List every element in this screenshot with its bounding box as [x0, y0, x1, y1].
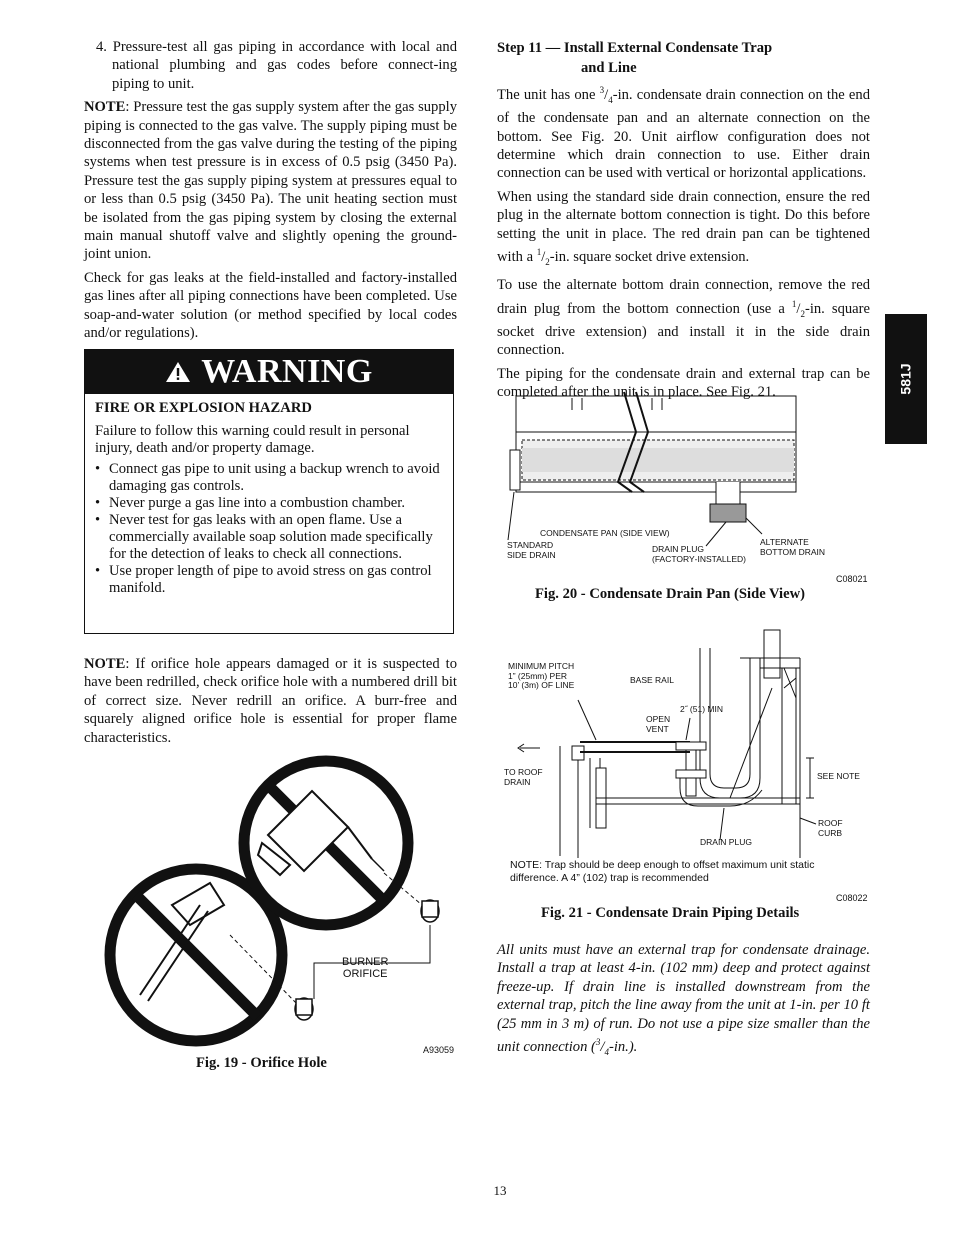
text: ‐in.).: [608, 1038, 638, 1055]
left-column: [84, 38, 457, 348]
note-pressure-test: [84, 98, 457, 264]
warning-box: [84, 349, 454, 634]
alternate-bottom-drain-label: [760, 538, 825, 557]
text: To use the alternate bottom drain connection, remove the red drain plug from the bottom connection (use a: [497, 277, 870, 317]
text: When using the standard side drain connection, ensure the red plug in the alternate bottom connection is tight. Do this before setting the unit in place. The red drain pan can be tightened with a: [497, 188, 870, 265]
label-line: BOTTOM DRAIN: [760, 546, 826, 557]
note-text: : Pressure test the gas supply system after the gas supply piping is connected to the gas valve. The supply piping must be disconnected from the gas valve during the testing of the piping systems when test pressure is in excess of 0.5 psig (3450 Pa). Pressure test the gas supply piping system at pressures equal to or less than 0.5 psig (3450 Pa). The unit heating section must be isolated from the gas piping system by closing the external main manual shutoff valve and slightly opening the ground‐joint union.: [84, 99, 457, 263]
figure-caption: Fig. 21 ‐ Condensate Drain Piping Details: [541, 905, 800, 921]
figure-caption: Fig. 20 ‐ Condensate Drain Pan (Side View): [535, 586, 805, 602]
paragraph: The unit has one $^3/_4‐in$. condensate drain connection on the end of the condensate pan and an alternate connection on the bottom. See Fig. 20. Unit airflow configuration does not determine which drain connection to use. Either drain connection can be used with vertical or horizontal applications.: [497, 85, 871, 182]
fraction-denominator: 2: [545, 256, 550, 267]
label-line: 1” (25mm) PER: [508, 670, 568, 681]
warning-bullet: • Never test for gas leaks with an open flame. Use a commercially available soap solution made specifically for the detection of leaks to check all connections.: [95, 512, 443, 563]
label-line: DRAIN PLUG: [652, 544, 704, 554]
right-column: [497, 81, 870, 406]
drain-plug-label: DRAIN PLUG: [700, 837, 752, 847]
paragraph: To use the alternate bottom drain connection, remove the red drain plug from the bottom connection (use a $^1/_2‐in$. square socket drive extension) and install it in the side drain connection.: [497, 277, 870, 359]
heading-line: and Line: [581, 60, 637, 76]
fraction-denominator: 4: [604, 1046, 609, 1057]
figure-caption: Fig. 19 ‐ Orifice Hole: [196, 1055, 327, 1071]
label-line: OPEN: [646, 714, 671, 724]
paragraph: The piping for the condensate drain and external trap can be completed after the unit is in place. See Fig. 21.: [497, 365, 870, 400]
warning-title: WARNING: [201, 353, 373, 390]
text: All units must have an external trap for condensate drainage. Install a trap at least 4‐in. (102 mm) deep and protect against freeze‐up. If drain line is installed downstream from the external trap, pitch the line away from the unit at 1‐in. per 10 ft (25 mm in 3 m) of run. Do not use a pipe size smaller than the unit connection (: [497, 942, 870, 1055]
orifice-figure: [100, 755, 460, 1055]
warning-header: [85, 350, 453, 394]
fraction-numerator: 1: [536, 247, 542, 258]
note-label: NOTE: [84, 99, 126, 116]
paragraph: When using the standard side drain connection, ensure the red plug in the alternate bottom connection is tight. Do this before setting the unit in place. The red drain pan can be tightened with a $^1/_2‐in$. square socket drive extension.: [497, 188, 870, 267]
paragraph: All units must have an external trap for condensate drainage. Install a trap at least 4‐in. (102 mm) deep and protect against freeze‐up. If drain line is installed downstream from the external trap, pitch the line away from the unit at 1‐in. per 10 ft (25 mm in 3 m) of run. Do not use a pipe size smaller than the unit connection $(^3/_4‐in.)$.: [497, 942, 870, 1057]
label-line: TO ROOF: [504, 767, 543, 777]
label-line: CURB: [818, 827, 843, 838]
min-label: 2˝ (51) MIN: [680, 704, 723, 714]
text: ‐in. square socket drive extension.: [549, 248, 750, 265]
warning-bullets: [95, 461, 443, 597]
fraction-denominator: 2: [800, 308, 805, 319]
note-orifice: [84, 655, 457, 747]
check-leaks-paragraph: Check for gas leaks at the field‐installed and factory‐installed gas lines after all piping connections have been completed. Use soap‐and‐water solution (or method specified by local codes and/or regulations).: [84, 269, 457, 342]
warning-bullet: • Use proper length of pipe to avoid stress on gas control manifold.: [95, 563, 443, 597]
standard-side-drain-label: [507, 541, 556, 560]
label-line: SIDE DRAIN: [507, 549, 556, 560]
drain-plug-label: [652, 545, 746, 564]
label-line: ALTERNATE: [760, 537, 809, 547]
warning-body: [85, 394, 453, 597]
figure-note: [510, 859, 814, 885]
trap-instructions: [497, 941, 870, 1066]
figure-code: C08021: [836, 574, 868, 584]
roof-curb-label: [818, 819, 843, 838]
hazard-title: FIRE OR EXPLOSION HAZARD: [95, 400, 312, 416]
note-line: NOTE: Trap should be deep enough to offset maximum unit static: [510, 859, 815, 871]
model-tab: [885, 314, 927, 444]
label-line: (FACTORY‐INSTALLED): [652, 553, 746, 564]
fraction-numerator: 3: [595, 1037, 601, 1048]
base-rail-label: BASE RAIL: [630, 675, 674, 685]
warning-triangle-icon: [165, 361, 191, 383]
text: The unit has one: [497, 86, 600, 103]
label-line: 10’ (3m) OF LINE: [508, 680, 575, 690]
condensate-pan-figure: [506, 392, 806, 542]
note-line: difference. A 4” (102) trap is recommended: [510, 872, 709, 884]
label-line: ROOF: [818, 818, 843, 828]
warning-text: Failure to follow this warning could result in personal injury, death and/or property damage.: [95, 423, 410, 456]
label-line: DRAIN: [504, 776, 531, 787]
label-line: ORIFICE: [342, 968, 388, 980]
open-vent-label: [646, 715, 670, 734]
step-heading: [497, 38, 772, 78]
label-line: MINIMUM PITCH: [508, 661, 575, 671]
fraction-numerator: 1: [791, 298, 797, 309]
text: ‐in. square socket drive extension) and install it in the side drain connection.: [497, 300, 870, 359]
heading-line: Step 11 — Install External Condensate Trap: [497, 40, 773, 56]
warning-bullet: • Connect gas pipe to unit using a backup wrench to avoid damaging gas controls.: [95, 461, 443, 495]
note-label: NOTE: [84, 656, 126, 672]
label-line: VENT: [646, 723, 669, 734]
pan-label: CONDENSATE PAN (SIDE VIEW): [540, 528, 670, 538]
see-note-label: SEE NOTE: [817, 771, 860, 781]
label-line: BURNER: [342, 956, 389, 968]
note-text: : If orifice hole appears damaged or it is suspected to have been redrilled, check orifice hole with a numbered drill bit of correct size. Never redrill an orifice. A burr‐free and squarely aligned orifice hole is essential for proper flame characteristics.: [84, 656, 457, 746]
left-column-lower: [84, 655, 457, 752]
label-line: STANDARD: [507, 540, 554, 550]
fraction-denominator: 4: [608, 94, 613, 105]
list-item-4: 4. Pressure‐test all gas piping in accordance with local and national plumbing and gas codes before connect‐ing piping to unit.: [96, 39, 457, 92]
figure-code: C08022: [836, 893, 868, 903]
fraction-numerator: 3: [599, 85, 605, 95]
text: ‐in. condensate drain connection on the end of the condensate pan and an alternate connection on the bottom. See Fig. 20. Unit airflow configuration does not determine which drain connection to use. Either drain connection can be used with vertical or horizontal applications.: [497, 86, 871, 182]
model-tab-label: 581J: [898, 363, 914, 395]
minimum-pitch-label: [508, 662, 574, 691]
page-number: 13: [493, 1183, 507, 1198]
burner-orifice-label: [342, 956, 388, 980]
figure-code: A93059: [423, 1045, 455, 1055]
to-roof-drain-label: [504, 768, 543, 787]
warning-bullet: • Never purge a gas line into a combustion chamber.: [95, 495, 443, 512]
